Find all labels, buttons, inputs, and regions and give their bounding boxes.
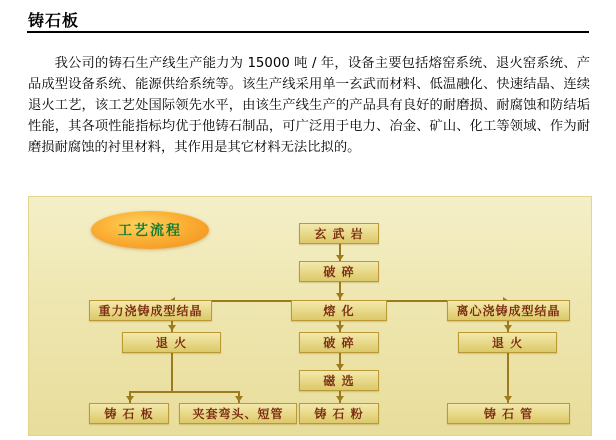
node-crush-2[interactable] (299, 332, 379, 353)
connector-product-bus-left (129, 391, 239, 393)
node-cast-stone-pipe-label: 铸 石 管 (483, 407, 534, 421)
node-anneal-left-label: 退 火 (155, 336, 188, 350)
node-cast-stone-pipe[interactable] (447, 403, 570, 424)
node-anneal-right[interactable] (458, 332, 557, 353)
node-cast-stone-plate-label: 铸 石 板 (104, 407, 154, 421)
arrowhead-anneal-right (504, 325, 512, 331)
node-gravity-casting[interactable] (89, 300, 212, 321)
node-jacket-elbow-pipe-label: 夹套弯头、短管 (192, 407, 284, 421)
node-cast-stone-powder[interactable] (299, 403, 379, 424)
node-cast-stone-powder-label: 铸 石 粉 (314, 407, 364, 421)
node-basalt[interactable] (299, 223, 379, 244)
node-crush-2-label: 破 碎 (323, 336, 355, 350)
arrowhead-jacket-elbow-pipe (235, 396, 243, 402)
node-crush-1[interactable] (299, 261, 379, 282)
process-flow-badge-label: 工艺流程 (118, 223, 182, 239)
node-jacket-elbow-pipe[interactable] (179, 403, 297, 424)
node-cast-stone-plate[interactable] (89, 403, 169, 424)
intro-paragraph: 我公司的铸石生产线生产能力为 15000 吨 / 年，设备主要包括熔窑系统、退火窑系统、产品成型设备系统、能源供给系统等。该生产线采用单一玄武而材料、低温融化、快速结晶、连续退火工艺，该工艺处国际领先水平，由该生产线生产的产品具有良好的耐磨损、耐腐蚀和防结垢性能，其各项性能指标均优于他铸石制品，可广泛用于电力、冶金、矿山、化工等领域、作为耐磨损耐腐蚀的衬里材料，其作用是其它材料无法比拟的。 (28, 56, 590, 156)
node-gravity-casting-label: 重力浇铸成型结晶 (98, 304, 203, 318)
connector-anneal-left-down (171, 353, 173, 391)
arrowhead-cast-stone-powder (336, 396, 344, 402)
arrowhead-crush2 (336, 325, 344, 331)
node-melt-label: 熔 化 (323, 304, 355, 318)
node-magnetic-separation[interactable] (299, 370, 379, 391)
node-anneal-left[interactable] (122, 332, 221, 353)
arrowhead-melt (336, 293, 344, 299)
page-title: 铸石板 (28, 11, 80, 30)
node-anneal-right-label: 退 火 (491, 336, 524, 350)
node-crush-1-label: 破 碎 (323, 265, 355, 279)
process-flow-diagram (28, 196, 592, 436)
process-flow-badge (91, 211, 209, 249)
node-basalt-label: 玄 武 岩 (314, 227, 364, 241)
node-centrifugal-casting[interactable] (447, 300, 570, 321)
node-centrifugal-casting-label: 离心浇铸成型结晶 (456, 304, 561, 318)
node-melt[interactable] (291, 300, 387, 321)
arrowhead-cast-stone-pipe (504, 396, 512, 402)
arrowhead-cast-stone-plate (126, 396, 134, 402)
arrowhead-anneal-left (168, 325, 176, 331)
node-magnetic-separation-label: 磁 选 (323, 374, 355, 388)
title-divider (27, 31, 589, 33)
